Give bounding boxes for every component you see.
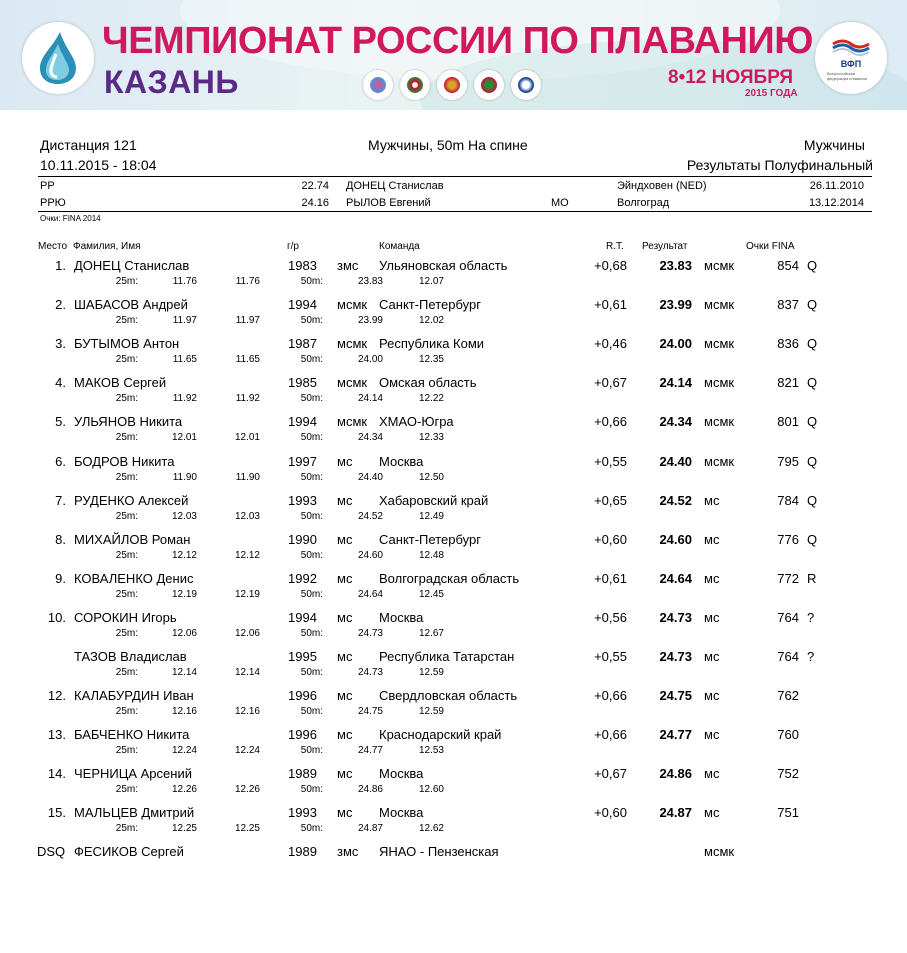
result-rank: змс <box>337 258 359 273</box>
split-50-label: 50m: <box>300 393 323 405</box>
city-title: КАЗАНЬ <box>104 64 239 100</box>
record-date: 26.11.2010 <box>809 180 864 192</box>
split-25: 12.26 <box>171 784 197 796</box>
record-time: 24.16 <box>301 197 329 209</box>
split-25: 12.12 <box>171 549 197 561</box>
result-year: 1996 <box>288 688 317 704</box>
result-rt: +0,66 <box>594 727 627 743</box>
split-50: 24.86 <box>357 784 383 796</box>
result-flag: Q <box>807 531 818 547</box>
result-time: 24.40 <box>659 453 692 469</box>
split-25: 11.92 <box>172 393 197 405</box>
result-name: МАЛЬЦЕВ Дмитрий <box>74 805 195 821</box>
split-50: 24.73 <box>357 627 383 639</box>
col-place: Место <box>38 241 68 252</box>
result-rank: мс <box>337 531 353 547</box>
result-points: 752 <box>777 766 799 782</box>
result-place: 5. <box>55 414 66 430</box>
result-flag: Q <box>807 492 818 508</box>
split-25-label: 25m: <box>115 510 138 522</box>
split-25-lap: 11.90 <box>235 471 260 483</box>
points-note: Очки: FINA 2014 <box>40 214 101 223</box>
split-25-lap: 12.01 <box>234 432 260 444</box>
record-time: 22.74 <box>301 180 329 192</box>
sponsor-logo-1 <box>363 70 393 100</box>
result-rank: мс <box>337 805 353 821</box>
split-25-lap: 12.26 <box>234 784 260 796</box>
result-time: 24.00 <box>659 336 692 352</box>
result-rank: мс <box>337 727 353 743</box>
result-name: БУТЫМОВ Антон <box>74 336 180 352</box>
split-25: 12.14 <box>171 667 197 678</box>
result-flag: ? <box>807 609 815 625</box>
event-year: 2015 ГОДА <box>745 88 798 99</box>
result-name: МИХАЙЛОВ Роман <box>74 531 191 547</box>
result-qual: мс <box>704 649 720 664</box>
result-row <box>0 571 907 611</box>
kazan-swimming-logo <box>22 22 94 94</box>
dsq-rank: змс <box>337 844 359 859</box>
result-name: МАКОВ Сергей <box>74 375 167 391</box>
event-datetime: 10.11.2015 - 18:04 <box>40 157 157 173</box>
divider <box>38 176 872 177</box>
result-row <box>0 766 907 806</box>
result-team: Москва <box>379 453 424 469</box>
result-place: 15. <box>47 805 66 821</box>
result-points: 776 <box>777 531 799 547</box>
federation-abbr: ВФП <box>840 59 862 69</box>
result-row <box>0 493 907 533</box>
dsq-year: 1989 <box>288 844 317 859</box>
result-team: Краснодарский край <box>379 727 502 743</box>
result-place: 14. <box>47 766 66 782</box>
split-25-label: 25m: <box>115 276 138 287</box>
split-25-lap: 11.65 <box>235 354 260 366</box>
col-year: г/р <box>287 241 299 252</box>
dsq-place: DSQ <box>37 844 66 859</box>
divider <box>38 211 872 212</box>
result-team: Санкт-Петербург <box>379 297 481 313</box>
result-year: 1989 <box>288 766 317 782</box>
result-name: СОРОКИН Игорь <box>74 609 177 625</box>
split-50: 24.73 <box>357 667 383 678</box>
split-25-lap: 12.24 <box>234 745 260 757</box>
result-team: ХМАО-Югра <box>379 414 454 430</box>
results-type: Результаты Полуфинальный <box>686 157 873 173</box>
split-25-lap: 12.03 <box>234 510 260 522</box>
split-50-lap: 12.62 <box>418 823 444 835</box>
result-time: 24.14 <box>659 375 692 391</box>
result-year: 1985 <box>288 375 317 391</box>
split-50-label: 50m: <box>300 745 323 757</box>
split-25-label: 25m: <box>115 549 138 561</box>
result-team: Свердловская область <box>379 688 518 704</box>
result-points: 795 <box>777 453 799 469</box>
result-year: 1996 <box>288 727 317 743</box>
result-name: ТАЗОВ Владислав <box>74 649 187 664</box>
result-rt: +0,56 <box>594 609 627 625</box>
split-50-lap: 12.59 <box>418 706 444 718</box>
sponsor-logo-4 <box>474 70 504 100</box>
split-25: 11.90 <box>172 471 197 483</box>
col-points: Очки FINA <box>746 241 795 252</box>
result-time: 24.60 <box>659 531 692 547</box>
split-25-label: 25m: <box>115 471 138 483</box>
result-flag: Q <box>807 336 818 352</box>
split-50-label: 50m: <box>300 627 323 639</box>
dsq-name: ФЕСИКОВ Сергей <box>74 844 184 859</box>
result-flag: Q <box>807 375 818 391</box>
result-points: 772 <box>777 570 799 586</box>
result-name: УЛЬЯНОВ Никита <box>74 414 183 430</box>
split-50-lap: 12.33 <box>418 432 444 444</box>
event-name: Мужчины, 50m На спине <box>368 137 528 153</box>
split-25-label: 25m: <box>115 667 138 678</box>
record-date: 13.12.2014 <box>808 197 864 209</box>
result-year: 1987 <box>288 336 317 352</box>
result-year: 1997 <box>288 453 317 469</box>
result-flag: Q <box>807 258 818 273</box>
split-50-label: 50m: <box>300 315 323 327</box>
split-50-label: 50m: <box>300 667 323 678</box>
result-place: 8. <box>55 531 66 547</box>
result-points: 821 <box>777 375 799 391</box>
result-row <box>0 688 907 728</box>
record-region: МО <box>551 197 569 209</box>
result-flag: Q <box>807 297 818 313</box>
split-50-lap: 12.45 <box>418 588 444 600</box>
result-rt: +0,55 <box>594 649 627 664</box>
split-25: 12.25 <box>171 823 197 835</box>
split-50-lap: 12.50 <box>418 471 444 483</box>
result-place: 4. <box>55 375 66 391</box>
result-qual: мсмк <box>704 297 735 313</box>
col-name: Фамилия, Имя <box>73 241 141 252</box>
result-name: КОВАЛЕНКО Денис <box>74 570 194 586</box>
result-name: БОДРОВ Никита <box>74 453 175 469</box>
result-place: 6. <box>55 453 66 469</box>
result-row <box>0 454 907 494</box>
split-50-label: 50m: <box>300 588 323 600</box>
result-year: 1995 <box>288 649 317 664</box>
result-place: 7. <box>55 492 66 508</box>
result-row <box>0 532 907 572</box>
result-rt: +0,55 <box>594 453 627 469</box>
split-25-lap: 12.16 <box>234 706 260 718</box>
split-50-label: 50m: <box>300 784 323 796</box>
result-rank: мс <box>337 492 353 508</box>
split-25-lap: 11.97 <box>235 315 260 327</box>
result-row <box>0 258 907 298</box>
result-team: Республика Татарстан <box>379 649 515 664</box>
result-qual: мсмк <box>704 453 735 469</box>
record-place: Волгоград <box>617 197 670 209</box>
split-25: 12.24 <box>171 745 197 757</box>
championship-title: ЧЕМПИОНАТ РОССИИ ПО ПЛАВАНИЮ <box>102 20 813 62</box>
split-25-label: 25m: <box>115 745 138 757</box>
split-25-label: 25m: <box>115 354 138 366</box>
split-50: 24.14 <box>357 393 383 405</box>
split-50-lap: 12.02 <box>418 315 444 327</box>
result-year: 1983 <box>288 258 317 273</box>
result-qual: мсмк <box>704 414 735 430</box>
result-name: ЧЕРНИЦА Арсений <box>74 766 192 782</box>
result-time: 23.83 <box>659 258 692 273</box>
split-25-label: 25m: <box>115 588 138 600</box>
gender-label: Мужчины <box>803 137 865 153</box>
result-rank: мсмк <box>337 336 368 352</box>
result-qual: мс <box>704 570 720 586</box>
split-50: 23.83 <box>357 276 383 287</box>
split-25-label: 25m: <box>115 627 138 639</box>
col-result: Результат <box>642 241 688 252</box>
split-25-lap: 11.92 <box>235 393 260 405</box>
record-holder: РЫЛОВ Евгений <box>346 197 431 209</box>
result-row <box>0 610 907 650</box>
split-25-label: 25m: <box>115 393 138 405</box>
split-50-label: 50m: <box>300 706 323 718</box>
result-rt: +0,60 <box>594 531 627 547</box>
result-place: 9. <box>55 570 66 586</box>
result-rt: +0,68 <box>594 258 627 273</box>
result-time: 24.73 <box>659 609 692 625</box>
result-team: Ульяновская область <box>379 258 508 273</box>
result-points: 836 <box>777 336 799 352</box>
result-team: Омская область <box>379 375 477 391</box>
result-rt: +0,67 <box>594 766 627 782</box>
result-time: 24.75 <box>659 688 692 704</box>
col-rt: R.T. <box>606 241 624 252</box>
result-rank: мс <box>337 609 353 625</box>
result-year: 1990 <box>288 531 317 547</box>
federation-name: Всероссийская федерация плавания <box>827 71 867 81</box>
split-25-label: 25m: <box>115 823 138 835</box>
federation-logo <box>815 22 887 94</box>
result-team: Республика Коми <box>379 336 485 352</box>
split-50: 24.75 <box>357 706 383 718</box>
split-25: 12.06 <box>171 627 197 639</box>
sponsor-logo-5 <box>511 70 541 100</box>
result-rank: мс <box>337 649 353 664</box>
result-rt: +0,66 <box>594 688 627 704</box>
split-50-label: 50m: <box>300 471 323 483</box>
result-qual: мс <box>704 609 720 625</box>
result-rt: +0,67 <box>594 375 627 391</box>
split-25-label: 25m: <box>115 315 138 327</box>
split-50: 24.40 <box>357 471 383 483</box>
result-rank: мс <box>337 453 353 469</box>
split-25: 11.65 <box>172 354 197 366</box>
result-qual: мс <box>704 492 720 508</box>
result-qual: мсмк <box>704 375 735 391</box>
result-place: 1. <box>55 258 66 273</box>
split-50-label: 50m: <box>300 510 323 522</box>
split-50: 24.00 <box>357 354 383 366</box>
result-place: 10. <box>47 609 66 625</box>
result-name: ДОНЕЦ Станислав <box>74 258 190 273</box>
result-points: 764 <box>777 649 799 664</box>
split-50-lap: 12.48 <box>418 549 444 561</box>
result-rank: мсмк <box>337 297 368 313</box>
split-50-lap: 12.59 <box>418 667 444 678</box>
result-rt: +0,61 <box>594 297 627 313</box>
result-flag: Q <box>807 414 818 430</box>
split-50-lap: 12.49 <box>418 510 444 522</box>
sponsor-logo-2 <box>400 70 430 100</box>
split-50: 24.34 <box>357 432 383 444</box>
record-code: РР <box>40 180 55 192</box>
result-place: 13. <box>47 727 66 743</box>
result-time: 24.87 <box>659 805 692 821</box>
split-25: 11.76 <box>172 276 197 287</box>
split-25: 12.03 <box>171 510 197 522</box>
result-qual: мс <box>704 727 720 743</box>
result-flag: R <box>807 570 817 586</box>
result-year: 1993 <box>288 492 317 508</box>
result-year: 1994 <box>288 414 317 430</box>
record-holder: ДОНЕЦ Станислав <box>346 180 444 192</box>
result-name: РУДЕНКО Алексей <box>74 492 189 508</box>
split-50: 24.52 <box>357 510 383 522</box>
sponsor-logo-3 <box>437 70 467 100</box>
split-25: 11.97 <box>172 315 197 327</box>
result-team: Санкт-Петербург <box>379 531 481 547</box>
split-25-lap: 12.14 <box>234 667 260 678</box>
result-time: 24.86 <box>659 766 692 782</box>
result-row <box>0 805 907 845</box>
result-points: 760 <box>777 727 799 743</box>
split-50-label: 50m: <box>300 354 323 366</box>
result-team: Хабаровский край <box>379 492 489 508</box>
result-qual: мсмк <box>704 336 735 352</box>
result-rt: +0,65 <box>594 492 627 508</box>
result-row <box>0 727 907 767</box>
result-rank: мс <box>337 688 353 704</box>
result-name: ШАБАСОВ Андрей <box>74 297 188 313</box>
result-time: 24.64 <box>659 570 692 586</box>
result-time: 24.52 <box>659 492 692 508</box>
result-place: 12. <box>47 688 66 704</box>
result-points: 837 <box>777 297 799 313</box>
split-25-lap: 12.25 <box>234 823 260 835</box>
split-50-lap: 12.67 <box>418 627 444 639</box>
result-time: 24.73 <box>659 649 692 664</box>
split-50-label: 50m: <box>300 823 323 835</box>
split-50-label: 50m: <box>300 432 323 444</box>
result-qual: мсмк <box>704 258 735 273</box>
split-25: 12.16 <box>171 706 197 718</box>
result-row <box>0 297 907 337</box>
dsq-team: ЯНАО - Пензенская <box>379 844 499 859</box>
result-rank: мс <box>337 570 353 586</box>
result-rank: мсмк <box>337 375 368 391</box>
split-25-label: 25m: <box>115 706 138 718</box>
result-year: 1993 <box>288 805 317 821</box>
result-year: 1992 <box>288 570 317 586</box>
result-qual: мс <box>704 688 720 704</box>
result-row <box>0 336 907 376</box>
split-50-lap: 12.60 <box>418 784 444 796</box>
result-row <box>0 414 907 454</box>
result-qual: мс <box>704 766 720 782</box>
split-50-label: 50m: <box>300 276 323 287</box>
split-50: 24.77 <box>357 745 383 757</box>
result-time: 24.34 <box>659 414 692 430</box>
result-points: 751 <box>777 805 799 821</box>
split-25: 12.01 <box>171 432 197 444</box>
result-points: 764 <box>777 609 799 625</box>
result-rt: +0,60 <box>594 805 627 821</box>
result-qual: мс <box>704 805 720 821</box>
result-time: 24.77 <box>659 727 692 743</box>
result-team: Москва <box>379 766 424 782</box>
result-year: 1994 <box>288 297 317 313</box>
split-25: 12.19 <box>171 588 197 600</box>
result-points: 784 <box>777 492 799 508</box>
event-dates: 8•12 НОЯБРЯ <box>668 67 794 88</box>
split-50: 24.60 <box>357 549 383 561</box>
result-row <box>0 375 907 415</box>
result-rt: +0,61 <box>594 570 627 586</box>
result-team: Волгоградская область <box>379 570 520 586</box>
col-team: Команда <box>379 241 420 252</box>
event-banner <box>0 0 907 110</box>
result-row <box>0 649 907 689</box>
result-flag: Q <box>807 453 818 469</box>
result-team: Москва <box>379 805 424 821</box>
split-50: 24.87 <box>357 823 383 835</box>
split-25-lap: 12.19 <box>234 588 260 600</box>
result-rank: мс <box>337 766 353 782</box>
result-team: Москва <box>379 609 424 625</box>
split-50-label: 50m: <box>300 549 323 561</box>
result-points: 801 <box>777 414 799 430</box>
split-50-lap: 12.07 <box>418 276 444 287</box>
result-name: КАЛАБУРДИН Иван <box>74 688 194 704</box>
result-qual: мс <box>704 531 720 547</box>
result-rank: мсмк <box>337 414 368 430</box>
result-points: 854 <box>777 258 799 273</box>
result-time: 23.99 <box>659 297 692 313</box>
dsq-qual: мсмк <box>704 844 735 859</box>
result-points: 762 <box>777 688 799 704</box>
flag-icon <box>831 38 871 56</box>
result-rt: +0,46 <box>594 336 627 352</box>
record-code: РРЮ <box>40 197 66 209</box>
result-place: 2. <box>55 297 66 313</box>
split-50-lap: 12.22 <box>418 393 444 405</box>
split-50-lap: 12.53 <box>418 745 444 757</box>
result-flag: ? <box>807 649 815 664</box>
record-place: Эйндховен (NED) <box>617 180 707 192</box>
result-year: 1994 <box>288 609 317 625</box>
split-25-lap: 11.76 <box>235 276 260 287</box>
result-name: БАБЧЕНКО Никита <box>74 727 190 743</box>
result-rt: +0,66 <box>594 414 627 430</box>
split-50: 24.64 <box>357 588 383 600</box>
split-25-lap: 12.06 <box>234 627 260 639</box>
result-place: 3. <box>55 336 66 352</box>
split-50: 23.99 <box>357 315 383 327</box>
split-25-lap: 12.12 <box>234 549 260 561</box>
split-25-label: 25m: <box>115 784 138 796</box>
split-25-label: 25m: <box>115 432 138 444</box>
distance-label: Дистанция 121 <box>40 137 137 153</box>
split-50-lap: 12.35 <box>418 354 444 366</box>
